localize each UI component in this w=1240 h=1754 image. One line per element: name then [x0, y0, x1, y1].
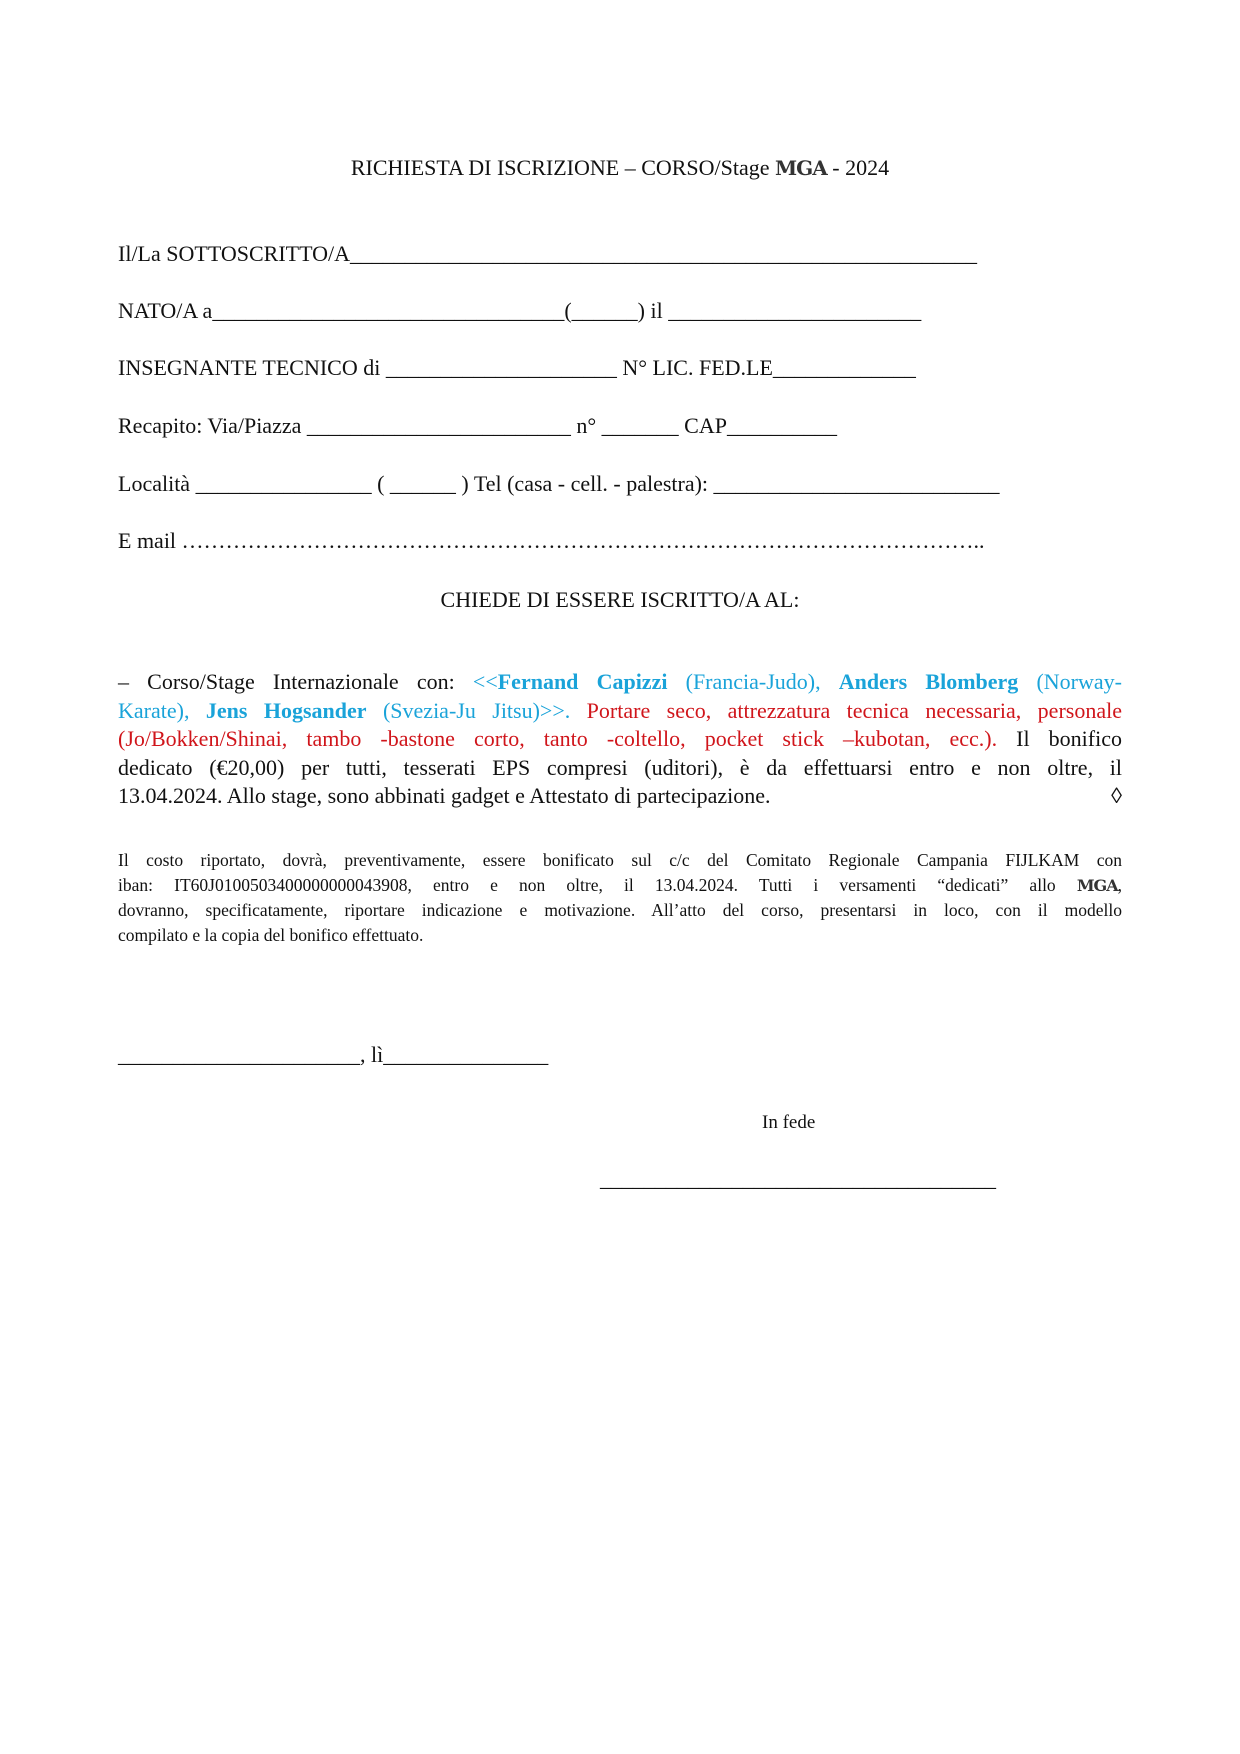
title-text: RICHIESTA DI ISCRIZIONE – CORSO/Stage	[350, 155, 776, 180]
instructor-name: Jens Hogsander	[205, 697, 367, 723]
in-fede-label: In fede	[762, 1112, 816, 1133]
paragraph-line-4: dedicato (€20,00) per tutti, tesserati EPS compresi (uditori), è da effettuarsi entro e non oltre, il	[118, 754, 1122, 780]
field-recapito[interactable]: Recapito: Via/Piazza ________________________ n° _______ CAP__________	[118, 413, 837, 438]
field-localita[interactable]: Località ________________ ( ______ ) Tel (casa - cell. - palestra): __________________________	[118, 471, 1000, 496]
diamond-icon: ◊	[1111, 783, 1122, 808]
place-date-field[interactable]: ______________________, lì_______________	[118, 1042, 549, 1067]
paragraph-line-1: – Corso/Stage Internazionale con: <<Fernand Capizzi (Francia-Judo), Anders Blomberg (Norway-	[118, 669, 1122, 694]
note-line-3: dovranno, specificatamente, riportare indicazione e motivazione. All’atto del corso, presentarsi in loco, con il modello	[118, 900, 1122, 920]
paragraph-line-2: Karate), Jens Hogsander (Svezia-Ju Jitsu)>>. Portare seco, attrezzatura tecnica necessaria, personale	[118, 697, 1122, 723]
mga-logo-text: MGA	[775, 156, 827, 180]
request-heading: CHIEDE DI ESSERE ISCRITTO/A AL:	[440, 587, 800, 612]
mga-logo-text: MGA	[1076, 876, 1118, 895]
signature-line[interactable]: ____________________________________	[600, 1166, 996, 1191]
document-title	[0, 154, 1240, 182]
course-paragraph	[118, 668, 1122, 811]
field-insegnante[interactable]: INSEGNANTE TECNICO di _____________________ N° LIC. FED.LE_____________	[118, 355, 916, 380]
field-sottoscritto[interactable]: Il/La SOTTOSCRITTO/A_________________________________________________________	[118, 241, 978, 266]
note-line-1: Il costo riportato, dovrà, preventivamente, essere bonificato sul c/c del Comitato Regionale Campania FIJLKAM con	[118, 850, 1122, 870]
paragraph-line-3: (Jo/Bokken/Shinai, tambo -bastone corto, tanto -coltello, pocket stick –kubotan, ecc.). Il bonifico	[118, 726, 1122, 751]
paragraph-line-5: 13.04.2024. Allo stage, sono abbinati gadget e Attestato di partecipazione. ◊	[118, 782, 1122, 811]
field-email[interactable]: E mail ………………………………………………………………………………………………..	[118, 528, 985, 553]
instructor-name: Fernand Capizzi	[497, 669, 668, 694]
field-nato[interactable]: NATO/A a________________________________(______) il _______________________	[118, 298, 922, 323]
instructor-name: Anders Blomberg	[838, 669, 1019, 694]
payment-note	[118, 848, 1122, 948]
title-year: - 2024	[826, 155, 890, 180]
note-line-2: iban: IT60J0100503400000000043908, entro e non oltre, il 13.04.2024. Tutti i versamenti “dedicati” allo MGA,	[118, 875, 1122, 895]
note-line-4: compilato e la copia del bonifico effettuato.	[118, 925, 424, 945]
